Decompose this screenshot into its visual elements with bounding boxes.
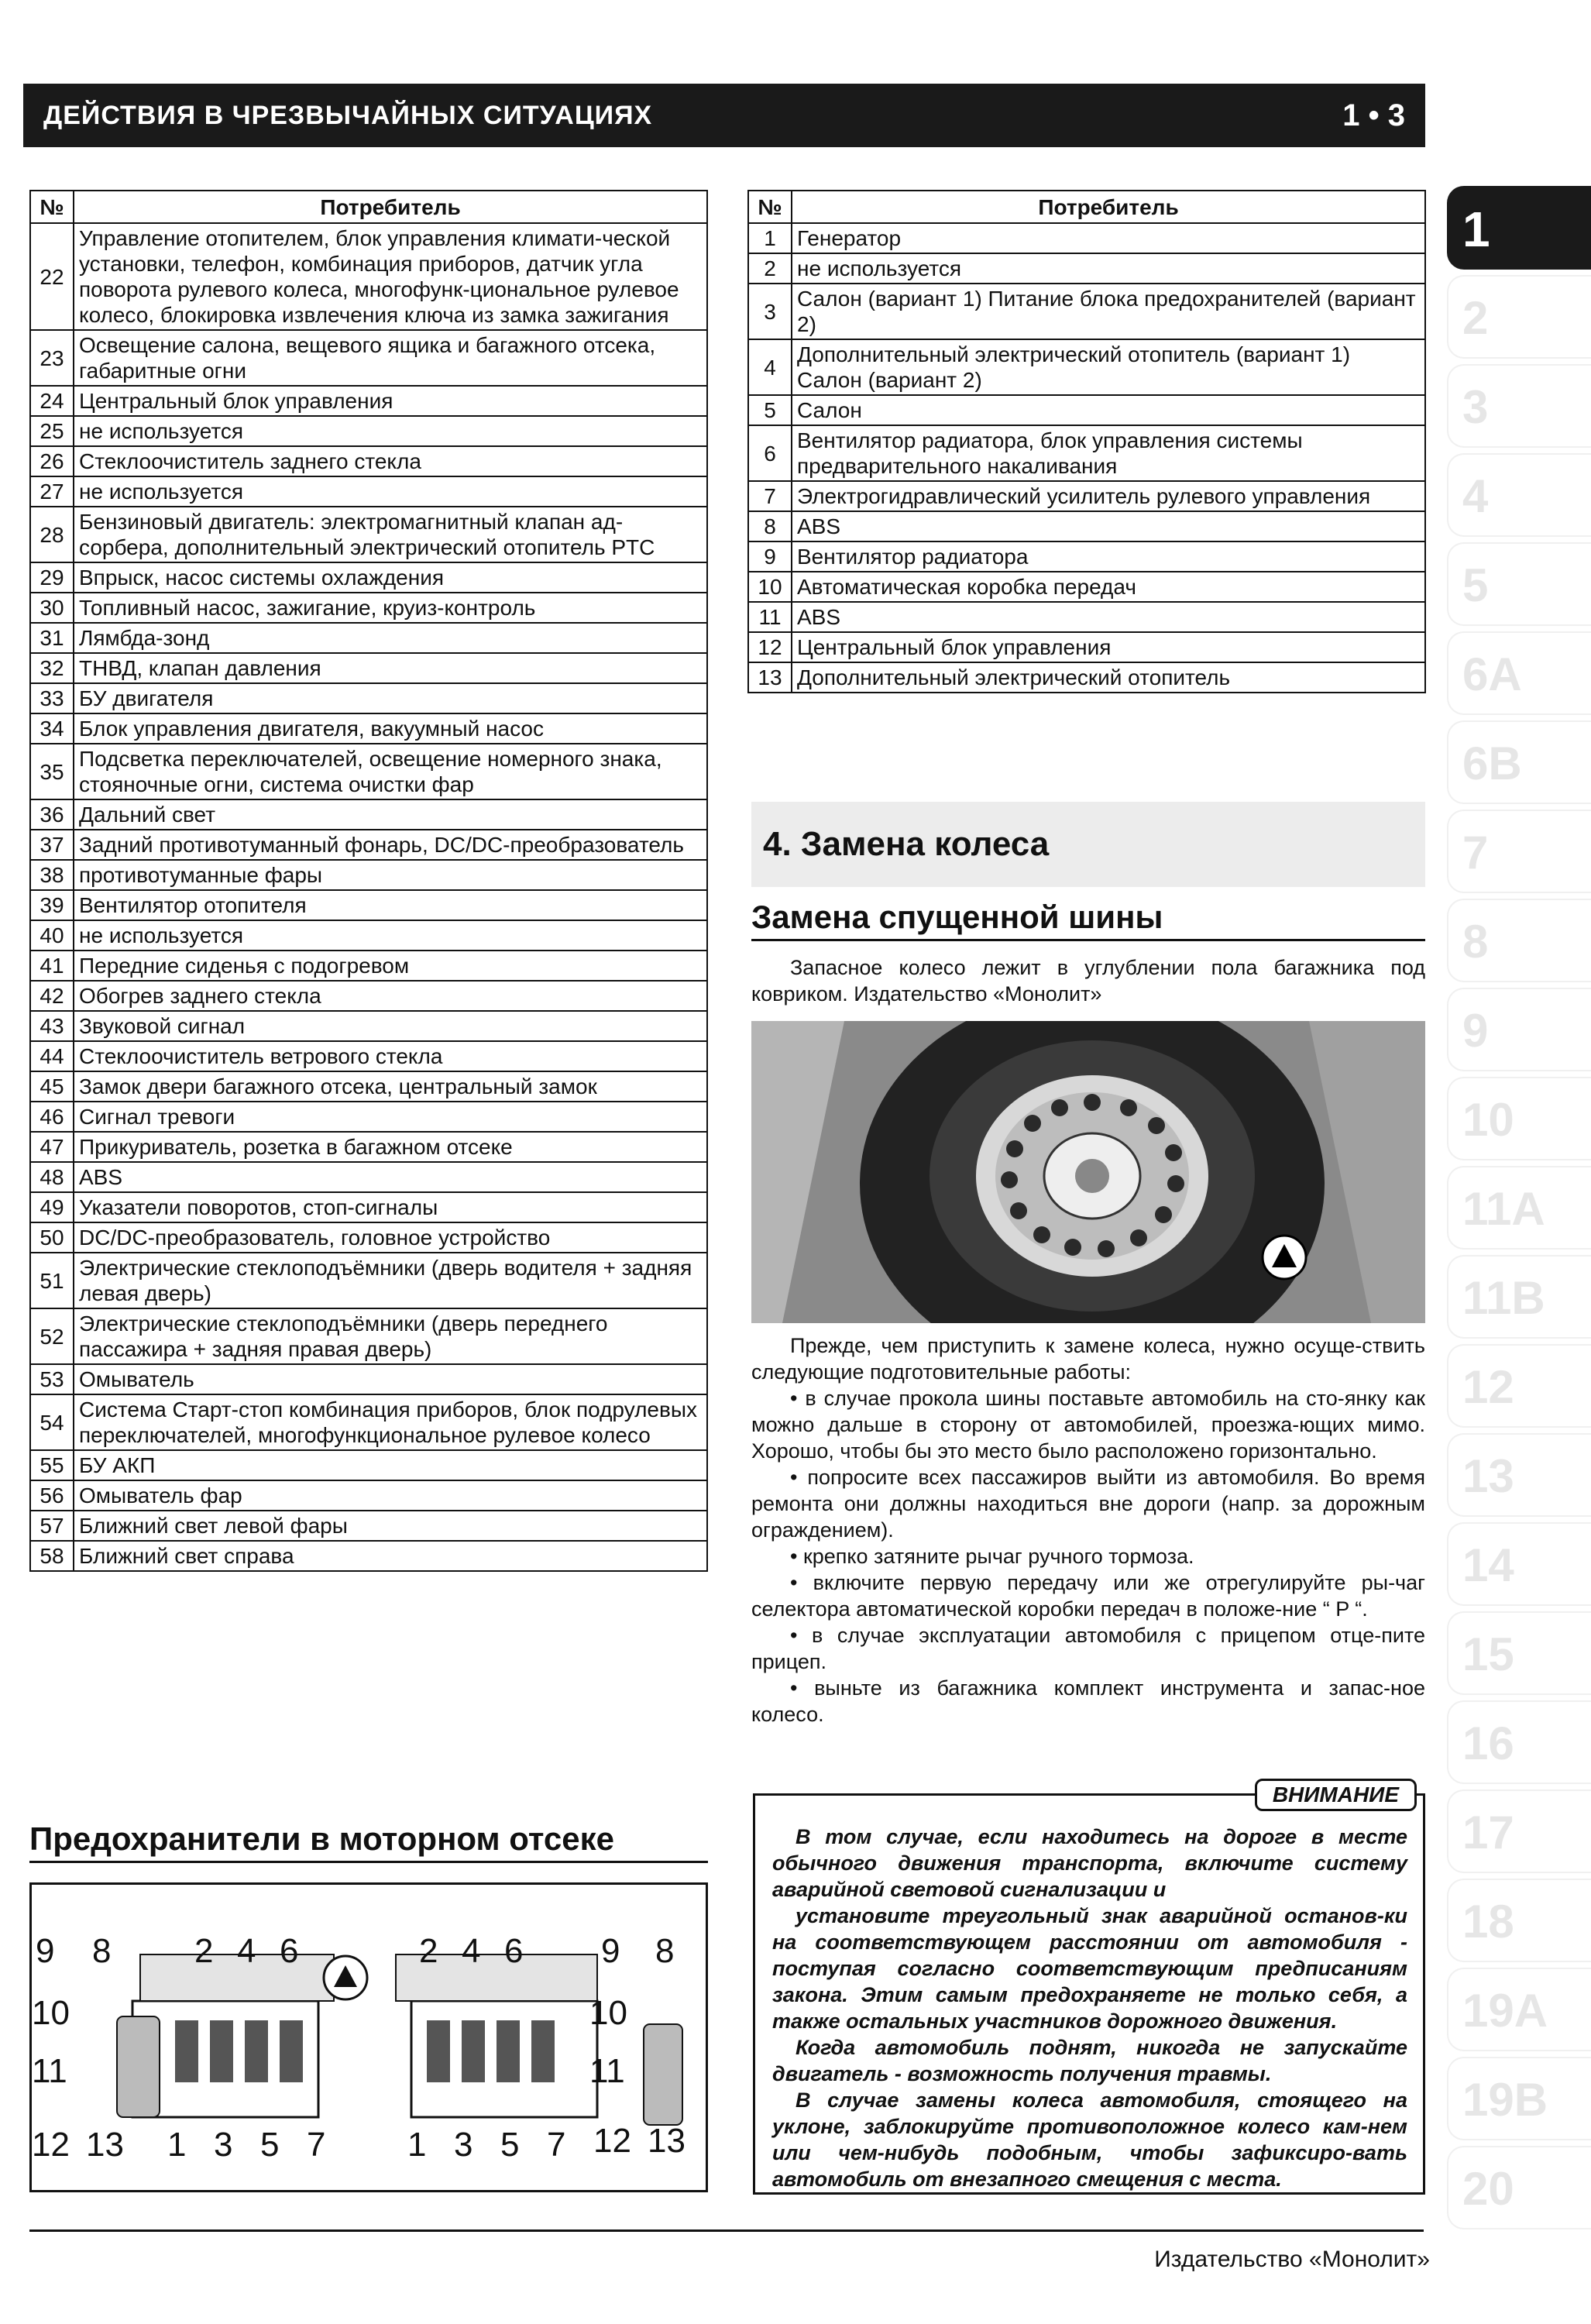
fuse-consumer: Ближний свет справа [74,1541,707,1571]
fuse-number: 50 [30,1222,74,1253]
fuse-consumer: не используется [74,416,707,446]
chapter-tab[interactable]: 6A [1447,631,1591,715]
fuse-number: 27 [30,476,74,507]
warning-label: ВНИМАНИЕ [1255,1779,1417,1811]
fuse-number: 22 [30,223,74,330]
warning-paragraph: В случае замены колеса автомобиля, стоящего на уклоне, заблокируйте противоположное колесо кам-нем или чем-нибудь подобным, чтобы зафиксиро-вать автомобиль от внезапного смещения с места. [772,2089,1407,2191]
col-header-number: № [748,191,792,223]
table-row [748,339,1425,395]
steps-list [751,1332,1425,1728]
chapter-tab[interactable]: 11A [1447,1166,1591,1250]
table-row [30,744,707,799]
fuse-table-left [29,190,708,1572]
chapter-tab[interactable]: 1 [1447,186,1591,270]
fuse-consumer: Замок двери багажного отсека, центральный замок [74,1071,707,1102]
step-item: • в случае прокола шины поставьте автомобиль на сто-янку как можно дальше в сторону от автомобилей, проезжа-ющих мимо. Хорошо, чтобы бы это место было расположено горизонтально. [751,1387,1425,1463]
chapter-tab[interactable]: 10 [1447,1077,1591,1160]
fuse-number: 1 [748,223,792,253]
fuse-consumer: Центральный блок управления [792,632,1425,662]
table-row [30,1162,707,1192]
chapter-tab[interactable]: 18 [1447,1879,1591,1962]
col-header-consumer: Потребитель [792,191,1425,223]
fuse-number: 26 [30,446,74,476]
section-title: 4. Замена колеса [751,802,1425,887]
fuse-number: 42 [30,981,74,1011]
chapter-tab[interactable]: 14 [1447,1522,1591,1606]
spare-wheel-illustration [751,1021,1425,1323]
fuse-number: 39 [30,890,74,920]
fuse-number: 40 [30,920,74,951]
table-row [30,1253,707,1308]
fuse-consumer: ТНВД, клапан давления [74,653,707,683]
chapter-tab[interactable]: 8 [1447,899,1591,982]
fuse-consumer: Салон [792,395,1425,425]
table-row [30,1450,707,1480]
table-row [30,446,707,476]
fuse-number: 58 [30,1541,74,1571]
table-row [748,602,1425,632]
table-row [30,890,707,920]
chapter-tab[interactable]: 19B [1447,2057,1591,2140]
intro-paragraph [751,954,1425,1007]
table-row [30,830,707,860]
table-row [30,507,707,562]
fuse-label: 7 [307,2126,326,2164]
fuse-label: 6 [504,1932,524,1970]
fuse-label: 12 [593,2122,631,2160]
fuse-consumer: Бензиновый двигатель: электромагнитный клапан ад-сорбера, дополнительный электрический отопитель PTC [74,507,707,562]
fuse-label: 4 [462,1932,481,1970]
fuse-number: 41 [30,951,74,981]
table-row [748,481,1425,511]
table-row [748,425,1425,481]
fuse-label: 8 [92,1932,112,1970]
fuse-label: 6 [280,1932,299,1970]
table-row [30,386,707,416]
fuse-label: 3 [214,2126,233,2164]
fuse-consumer: Центральный блок управления [74,386,707,416]
chapter-tab[interactable]: 11B [1447,1255,1591,1339]
table-row [30,981,707,1011]
table-row [748,632,1425,662]
chapter-tab[interactable]: 2 [1447,275,1591,359]
fuse-number: 13 [748,662,792,693]
table-row [30,1011,707,1041]
fuse-consumer: не используется [74,476,707,507]
fuse-number: 23 [30,330,74,386]
table-row [30,920,707,951]
fuse-label: 12 [32,2126,70,2164]
chapter-tab[interactable]: 17 [1447,1789,1591,1873]
fuse-consumer: Вентилятор радиатора, блок управления системы предварительного накаливания [792,425,1425,481]
fuse-number: 35 [30,744,74,799]
fuse-number: 32 [30,653,74,683]
fuse-box-right [396,1954,682,2125]
fuse-number: 30 [30,593,74,623]
fuse-label: 9 [36,1932,55,1970]
page-header [23,84,1425,147]
fuse-consumer: Автоматическая коробка передач [792,572,1425,602]
table-row [30,653,707,683]
fuse-number: 31 [30,623,74,653]
table-row [30,1394,707,1450]
fuse-number: 7 [748,481,792,511]
table-row [748,541,1425,572]
chapter-tab[interactable]: 16 [1447,1700,1591,1784]
table-row [30,223,707,330]
fuse-consumer: Блок управления двигателя, вакуумный насос [74,713,707,744]
fuse-label: 10 [32,1994,70,2032]
fuse-label: 2 [419,1932,438,1970]
fuse-label: 8 [655,1932,675,1970]
fuse-consumer: Дополнительный электрический отопитель [792,662,1425,693]
fuse-label: 5 [260,2126,280,2164]
fuse-label: 13 [648,2122,686,2160]
fuse-consumer: Освещение салона, вещевого ящика и багажного отсека, габаритные огни [74,330,707,386]
chapter-tab[interactable]: 13 [1447,1433,1591,1517]
table-row [30,1308,707,1364]
fuse-consumer: Управление отопителем, блок управления климати-ческой установки, телефон, комбинация приборов, датчик угла поворота рулевого колеса, многофунк-циональное рулевое колесо, блокировка извлечения ключа из замка зажигания [74,223,707,330]
fuse-number: 56 [30,1480,74,1511]
table-row [748,572,1425,602]
table-row [30,1102,707,1132]
fuse-consumer: БУ АКП [74,1450,707,1480]
table-row [30,330,707,386]
intro-text: Запасное колесо лежит в углублении пола багажника под ковриком. Издательство «Монолит» [751,956,1425,1006]
fuse-consumer: ABS [792,602,1425,632]
fuse-number: 33 [30,683,74,713]
fuse-consumer: Звуковой сигнал [74,1011,707,1041]
fuse-number: 49 [30,1192,74,1222]
table-row [30,416,707,446]
fuse-consumer: Передние сиденья с подогревом [74,951,707,981]
spare-wheel-photo [751,1021,1425,1323]
fuse-number: 53 [30,1364,74,1394]
fuse-number: 55 [30,1450,74,1480]
fuse-label: 11 [32,2052,67,2090]
table-row [748,223,1425,253]
fuse-label: 11 [589,2052,625,2090]
fuse-consumer: Подсветка переключателей, освещение номерного знака, стояночные огни, система очистки фар [74,744,707,799]
fuse-consumer: Электрогидравлический усилитель рулевого управления [792,481,1425,511]
chapter-tab[interactable]: 12 [1447,1344,1591,1428]
fuse-consumer: Указатели поворотов, стоп-сигналы [74,1192,707,1222]
fuse-label: 13 [86,2126,124,2164]
fuse-number: 51 [30,1253,74,1308]
chapter-tab[interactable]: 20 [1447,2146,1591,2229]
subsection-title: Замена спущенной шины [751,899,1425,941]
fuse-number: 12 [748,632,792,662]
fuse-number: 47 [30,1132,74,1162]
table-row [30,623,707,653]
fuse-box-drawing [32,1885,706,2190]
fuse-box-left [117,1954,367,2117]
fuse-label: 2 [194,1932,214,1970]
fuse-consumer: ABS [792,511,1425,541]
fuse-label: 9 [601,1932,620,1970]
fuse-consumer: DC/DC-преобразователь, головное устройство [74,1222,707,1253]
step-item: • выньте из багажника комплект инструмента и запас-ное колесо. [751,1676,1425,1726]
col-header-number: № [30,191,74,223]
fuse-consumer: Вентилятор отопителя [74,890,707,920]
table-row [30,476,707,507]
table-row [30,1222,707,1253]
footer-publisher: Издательство «Монолит» [1154,2247,1430,2272]
chapter-tab[interactable]: 4 [1447,453,1591,537]
fuse-consumer: Стеклоочиститель ветрового стекла [74,1041,707,1071]
fuse-label: 10 [589,1994,627,2032]
table-row [30,1364,707,1394]
table-row [30,593,707,623]
fuse-consumer: Омыватель [74,1364,707,1394]
chapter-tab[interactable]: 6B [1447,720,1591,804]
fuse-consumer: Лямбда-зонд [74,623,707,653]
table-row [30,799,707,830]
engine-fuse-diagram [29,1882,708,2192]
fuse-number: 29 [30,562,74,593]
engine-fuses-title: Предохранители в моторном отсеке [29,1820,708,1863]
chapter-tab[interactable]: 5 [1447,542,1591,626]
fuse-consumer: Дальний свет [74,799,707,830]
chapter-tab[interactable]: 7 [1447,810,1591,893]
table-row [30,1541,707,1571]
steps-lead: Прежде, чем приступить к замене колеса, нужно осуще-ствить следующие подготовительные работы: [751,1334,1425,1384]
fuse-label: 5 [500,2126,520,2164]
fuse-number: 8 [748,511,792,541]
fuse-label: 1 [407,2126,427,2164]
table-row [748,511,1425,541]
fuse-number: 45 [30,1071,74,1102]
fuse-number: 34 [30,713,74,744]
fuse-number: 44 [30,1041,74,1071]
table-row [30,1071,707,1102]
table-row [30,951,707,981]
fuse-number: 48 [30,1162,74,1192]
warning-paragraph: установите треугольный знак аварийной останов-ки на соответствующем расстоянии от автомобиля - поступая согласно соответствующим предписаниям закона. Этим самым предохраняете не только себя, а также остальных участников дорожного движения. [772,1904,1407,2033]
fuse-label: 1 [167,2126,187,2164]
fuse-consumer: Вентилятор радиатора [792,541,1425,572]
fuse-number: 11 [748,602,792,632]
table-row [748,662,1425,693]
fuse-consumer: Впрыск, насос системы охлаждения [74,562,707,593]
fuse-consumer: ABS [74,1162,707,1192]
warning-text [772,1824,1407,2192]
warning-paragraph: Когда автомобиль поднят, никогда не запускайте двигатель - возможность получения травмы. [772,2036,1407,2085]
fuse-number: 52 [30,1308,74,1364]
fuse-number: 2 [748,253,792,284]
fuse-number: 38 [30,860,74,890]
fuse-number: 5 [748,395,792,425]
fuse-number: 6 [748,425,792,481]
fuse-consumer: Сигнал тревоги [74,1102,707,1132]
fuse-consumer: не используется [792,253,1425,284]
table-row [30,1041,707,1071]
table-row [30,1192,707,1222]
fuse-consumer: противотуманные фары [74,860,707,890]
fuse-number: 4 [748,339,792,395]
page-number: 1 • 3 [1342,98,1405,132]
fuse-consumer: Топливный насос, зажигание, круиз-контроль [74,593,707,623]
fuse-consumer: Дополнительный электрический отопитель (вариант 1) Салон (вариант 2) [792,339,1425,395]
fuse-number: 10 [748,572,792,602]
fuse-consumer: не используется [74,920,707,951]
table-row [30,1511,707,1541]
fuse-number: 24 [30,386,74,416]
warning-box [753,1783,1425,2195]
step-item: • в случае эксплуатации автомобиля с прицепом отце-пите прицеп. [751,1624,1425,1673]
footer-rule [29,2229,1424,2232]
fuse-consumer: Прикуриватель, розетка в багажном отсеке [74,1132,707,1162]
fuse-consumer: Электрические стеклоподъёмники (дверь переднего пассажира + задняя правая дверь) [74,1308,707,1364]
warning-paragraph: В том случае, если находитесь на дороге в месте обычного движения транспорта, включите систему аварийной световой сигнализации и [772,1825,1407,1901]
table-row [30,860,707,890]
fuse-consumer: Генератор [792,223,1425,253]
table-row [30,562,707,593]
chapter-tab[interactable]: 15 [1447,1611,1591,1695]
fuse-number: 43 [30,1011,74,1041]
fuse-consumer: Электрические стеклоподъёмники (дверь водителя + задняя левая дверь) [74,1253,707,1308]
fuse-number: 25 [30,416,74,446]
table-row [30,713,707,744]
table-row [748,284,1425,339]
col-header-consumer: Потребитель [74,191,707,223]
fuse-label: 7 [547,2126,566,2164]
step-item: • попросите всех пассажиров выйти из автомобиля. Во время ремонта они должны находиться вне дороги (напр. за дорожным ограждением). [751,1466,1425,1542]
fuse-consumer: Обогрев заднего стекла [74,981,707,1011]
table-row [30,683,707,713]
table-row [748,395,1425,425]
step-item: • крепко затяните рычаг ручного тормоза. [790,1545,1194,1568]
fuse-consumer: Ближний свет левой фары [74,1511,707,1541]
chapter-tab[interactable]: 19A [1447,1968,1591,2051]
chapter-tab[interactable]: 9 [1447,988,1591,1071]
fuse-consumer: Система Старт-стоп комбинация приборов, блок подрулевых переключателей, многофункциональное рулевое колесо [74,1394,707,1450]
fuse-consumer: БУ двигателя [74,683,707,713]
fuse-number: 36 [30,799,74,830]
fuse-number: 3 [748,284,792,339]
fuse-number: 57 [30,1511,74,1541]
fuse-consumer: Задний противотуманный фонарь, DC/DC-преобразователь [74,830,707,860]
fuse-consumer: Салон (вариант 1) Питание блока предохранителей (вариант 2) [792,284,1425,339]
chapter-title: ДЕЙСТВИЯ В ЧРЕЗВЫЧАЙНЫХ СИТУАЦИЯХ [43,100,653,130]
fuse-table-right [747,190,1426,693]
table-row [30,1132,707,1162]
fuse-number: 54 [30,1394,74,1450]
fuse-consumer: Стеклоочиститель заднего стекла [74,446,707,476]
fuse-number: 46 [30,1102,74,1132]
fuse-consumer: Омыватель фар [74,1480,707,1511]
chapter-tab[interactable]: 3 [1447,364,1591,448]
table-row [748,253,1425,284]
fuse-number: 37 [30,830,74,860]
fuse-number: 9 [748,541,792,572]
table-row [30,1480,707,1511]
fuse-label: 4 [237,1932,256,1970]
fuse-label: 3 [454,2126,473,2164]
step-item: • включите первую передачу или же отрегулируйте ры-чаг селектора автоматической коробки передач в положе-ние “ P “. [751,1571,1425,1621]
fuse-number: 28 [30,507,74,562]
